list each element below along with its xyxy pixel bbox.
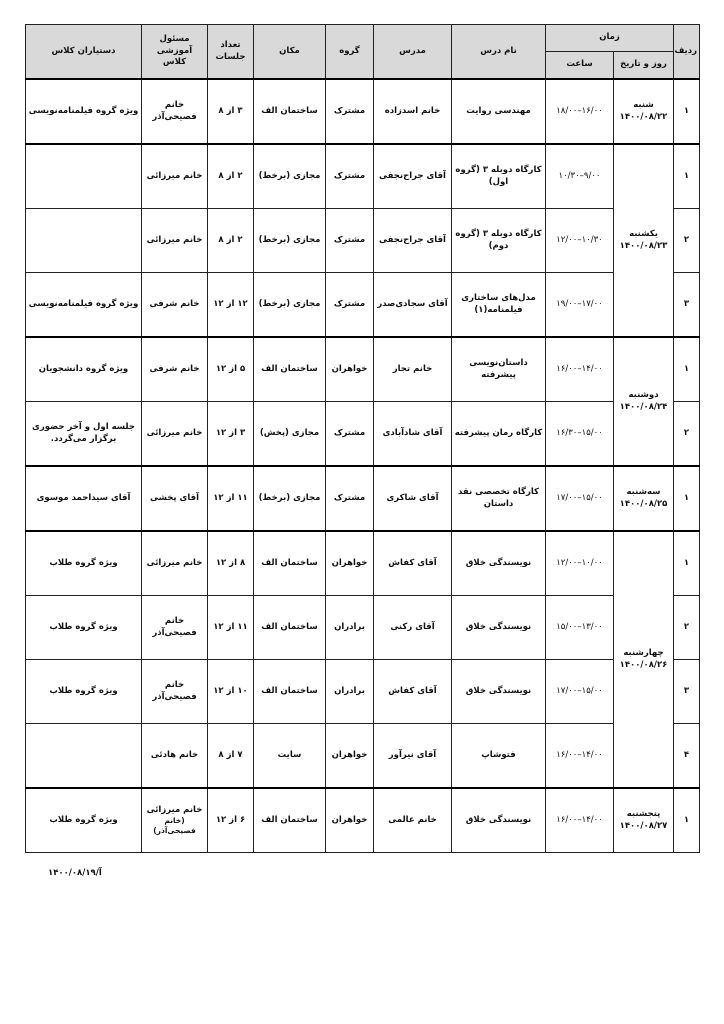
group-cell: خواهران <box>326 724 374 789</box>
teacher-cell: خانم عالمی <box>374 788 452 853</box>
header-date: روز و تاریخ <box>614 52 674 80</box>
group-cell: مشترک <box>326 209 374 273</box>
day-name: شنبه <box>633 100 654 111</box>
sessions-cell: ۳ از ۱۲ <box>208 402 254 467</box>
row-number: ۲ <box>674 596 700 660</box>
place-cell: ساختمان الف <box>254 660 326 724</box>
day-name: سه‌شنبه <box>626 487 661 498</box>
group-cell: مشترک <box>326 273 374 338</box>
manager-cell: خانم میرزائی <box>142 144 208 209</box>
sessions-cell: ۱۰ از ۱۲ <box>208 660 254 724</box>
manager-cell: خانم شرفی <box>142 273 208 338</box>
teacher-cell: آقای نیرآور <box>374 724 452 789</box>
group-cell: مشترک <box>326 466 374 531</box>
teacher-cell: آقای کفاش <box>374 660 452 724</box>
table-body <box>26 79 700 853</box>
table-row <box>26 596 700 660</box>
sessions-cell: ۱۲ از ۱۲ <box>208 273 254 338</box>
manager-name: خانم میرزائی <box>146 804 203 815</box>
course-cell: مدل‌های ساختاری فیلمنامه(۱) <box>452 273 546 338</box>
sessions-cell: ۱۱ از ۱۲ <box>208 466 254 531</box>
row-number: ۱ <box>674 466 700 531</box>
row-number: ۲ <box>674 402 700 467</box>
time-cell: ۱۰/۰۰–۱۲/۰۰ <box>546 531 614 596</box>
manager-cell <box>142 788 208 853</box>
course-cell: فتوشاپ <box>452 724 546 789</box>
place-cell: ساختمان الف <box>254 788 326 853</box>
time-cell: ۱۴/۰۰–۱۶/۰۰ <box>546 724 614 789</box>
day-date-cell <box>614 144 674 337</box>
header-sessions: تعداد جلسات <box>208 25 254 80</box>
manager-cell: خانم فصیحی‌آذر <box>142 660 208 724</box>
teacher-cell: آقای جراح‌نجفی <box>374 209 452 273</box>
teacher-cell: آقای شادآبادی <box>374 402 452 467</box>
place-cell: سایت <box>254 724 326 789</box>
teacher-cell: آقای شاکری <box>374 466 452 531</box>
row-number: ۳ <box>674 273 700 338</box>
place-cell: ساختمان الف <box>254 596 326 660</box>
table-row <box>26 724 700 789</box>
header-manager: مسئول آموزشی کلاس <box>142 25 208 80</box>
sessions-cell: ۳ از ۸ <box>208 79 254 144</box>
course-cell: نویسندگی خلاق <box>452 788 546 853</box>
sessions-cell: ۷ از ۸ <box>208 724 254 789</box>
course-cell: کارگاه تخصصی نقد داستان <box>452 466 546 531</box>
header-radif: ردیف <box>674 25 700 80</box>
day-name: دوشنبه <box>628 390 659 401</box>
table-row <box>26 531 700 596</box>
group-cell: خواهران <box>326 788 374 853</box>
time-cell: ۱۳/۰۰–۱۵/۰۰ <box>546 596 614 660</box>
table-row <box>26 788 700 853</box>
day-date: ۱۴۰۰/۰۸/۲۶ <box>619 659 668 670</box>
place-cell: مجازی (پخش) <box>254 402 326 467</box>
assistant-cell: ویژه گروه فیلمنامه‌نویسی <box>26 79 142 144</box>
course-cell: نویسندگی خلاق <box>452 531 546 596</box>
table-row <box>26 273 700 338</box>
time-cell: ۱۰/۳۰–۱۲/۰۰ <box>546 209 614 273</box>
manager-cell: آقای پخشی <box>142 466 208 531</box>
day-date: ۱۴۰۰/۰۸/۲۷ <box>619 820 668 831</box>
course-cell: کارگاه دوبله ۳ (گروه دوم) <box>452 209 546 273</box>
place-cell: ساختمان الف <box>254 531 326 596</box>
manager-cell: خانم میرزائی <box>142 402 208 467</box>
header-teacher: مدرس <box>374 25 452 80</box>
sessions-cell: ۲ از ۸ <box>208 209 254 273</box>
place-cell: مجازی (برخط) <box>254 144 326 209</box>
teacher-cell: آقای جراح‌نجفی <box>374 144 452 209</box>
course-cell: مهندسی روایت <box>452 79 546 144</box>
course-cell: کارگاه دوبله ۳ (گروه اول) <box>452 144 546 209</box>
row-number: ۱ <box>674 337 700 402</box>
table-row <box>26 337 700 402</box>
manager-cell: خانم شرفی <box>142 337 208 402</box>
sessions-cell: ۶ از ۱۲ <box>208 788 254 853</box>
manager-cell: خانم هادئی <box>142 724 208 789</box>
group-cell: مشترک <box>326 402 374 467</box>
time-cell: ۱۷/۰۰–۱۹/۰۰ <box>546 273 614 338</box>
day-date: ۱۴۰۰/۰۸/۲۲ <box>619 111 668 122</box>
place-cell: مجازی (برخط) <box>254 466 326 531</box>
group-cell: مشترک <box>326 79 374 144</box>
table-row <box>26 402 700 467</box>
assistant-cell: ویژه گروه طلاب <box>26 660 142 724</box>
teacher-cell: خانم اسدزاده <box>374 79 452 144</box>
time-cell: ۱۴/۰۰–۱۶/۰۰ <box>546 337 614 402</box>
day-date-cell <box>614 466 674 531</box>
day-date-cell <box>614 531 674 788</box>
course-cell: کارگاه رمان پیشرفته <box>452 402 546 467</box>
group-cell: برادران <box>326 596 374 660</box>
time-cell: ۱۴/۰۰–۱۶/۰۰ <box>546 788 614 853</box>
table-row <box>26 79 700 144</box>
row-number: ۱ <box>674 788 700 853</box>
day-date: ۱۴۰۰/۰۸/۲۴ <box>619 401 668 412</box>
time-cell: ۱۵/۰۰–۱۶/۳۰ <box>546 402 614 467</box>
table-row <box>26 660 700 724</box>
header-group: گروه <box>326 25 374 80</box>
row-number: ۱ <box>674 144 700 209</box>
assistant-cell <box>26 144 142 209</box>
time-cell: ۹/۰۰–۱۰/۳۰ <box>546 144 614 209</box>
manager-cell: خانم میرزائی <box>142 209 208 273</box>
day-name: چهارشنبه <box>623 648 664 659</box>
row-number: ۴ <box>674 724 700 789</box>
day-date-cell <box>614 79 674 144</box>
day-name: پنجشنبه <box>626 809 661 820</box>
teacher-cell: خانم تجار <box>374 337 452 402</box>
sessions-cell: ۵ از ۱۲ <box>208 337 254 402</box>
footer-date: ۱۴۰۰/۰۸/۱۹/آ <box>48 868 102 878</box>
schedule-table <box>25 24 700 853</box>
day-date-cell <box>614 337 674 466</box>
assistant-cell: ویژه گروه طلاب <box>26 788 142 853</box>
manager-cell: خانم فصیحی‌آذر <box>142 79 208 144</box>
day-date: ۱۴۰۰/۰۸/۲۳ <box>619 240 668 251</box>
place-cell: ساختمان الف <box>254 79 326 144</box>
course-cell: نویسندگی خلاق <box>452 596 546 660</box>
table-row <box>26 466 700 531</box>
course-cell: داستان‌نویسی پیشرفته <box>452 337 546 402</box>
assistant-cell: ویژه گروه طلاب <box>26 596 142 660</box>
assistant-cell: جلسه اول و آخر حضوری برگزار می‌گردد. <box>26 402 142 467</box>
group-cell: مشترک <box>326 144 374 209</box>
header-hour: ساعت <box>546 52 614 80</box>
sessions-cell: ۲ از ۸ <box>208 144 254 209</box>
row-number: ۲ <box>674 209 700 273</box>
day-date-cell <box>614 788 674 853</box>
assistant-cell <box>26 209 142 273</box>
manager-cell: خانم فصیحی‌آذر <box>142 596 208 660</box>
table-header <box>26 25 700 80</box>
assistant-cell: ویژه گروه دانشجویان <box>26 337 142 402</box>
course-cell: نویسندگی خلاق <box>452 660 546 724</box>
header-time-group: زمان <box>546 25 674 52</box>
manager-cell: خانم میرزائی <box>142 531 208 596</box>
header-course: نام درس <box>452 25 546 80</box>
time-cell: ۱۵/۰۰–۱۷/۰۰ <box>546 466 614 531</box>
time-cell: ۱۶/۰۰–۱۸/۰۰ <box>546 79 614 144</box>
row-number: ۱ <box>674 79 700 144</box>
teacher-cell: آقای رکنی <box>374 596 452 660</box>
assistant-cell: ویژه گروه فیلمنامه‌نویسی <box>26 273 142 338</box>
table-row <box>26 209 700 273</box>
teacher-cell: آقای سجادی‌صدر <box>374 273 452 338</box>
manager-note: (خانم فصیحی‌آذر) <box>153 816 196 836</box>
table-row <box>26 144 700 209</box>
group-cell: خواهران <box>326 531 374 596</box>
assistant-cell <box>26 724 142 789</box>
row-number: ۱ <box>674 531 700 596</box>
header-assistant: دستیاران کلاس <box>26 25 142 80</box>
day-date: ۱۴۰۰/۰۸/۲۵ <box>619 498 668 509</box>
place-cell: مجازی (برخط) <box>254 273 326 338</box>
sessions-cell: ۱۱ از ۱۲ <box>208 596 254 660</box>
day-name: یکشنبه <box>629 229 658 240</box>
row-number: ۳ <box>674 660 700 724</box>
sessions-cell: ۸ از ۱۲ <box>208 531 254 596</box>
group-cell: خواهران <box>326 337 374 402</box>
place-cell: ساختمان الف <box>254 337 326 402</box>
assistant-cell: آقای سیداحمد موسوی <box>26 466 142 531</box>
header-place: مکان <box>254 25 326 80</box>
place-cell: مجازی (برخط) <box>254 209 326 273</box>
teacher-cell: آقای کفاش <box>374 531 452 596</box>
time-cell: ۱۵/۰۰–۱۷/۰۰ <box>546 660 614 724</box>
assistant-cell: ویژه گروه طلاب <box>26 531 142 596</box>
group-cell: برادران <box>326 660 374 724</box>
